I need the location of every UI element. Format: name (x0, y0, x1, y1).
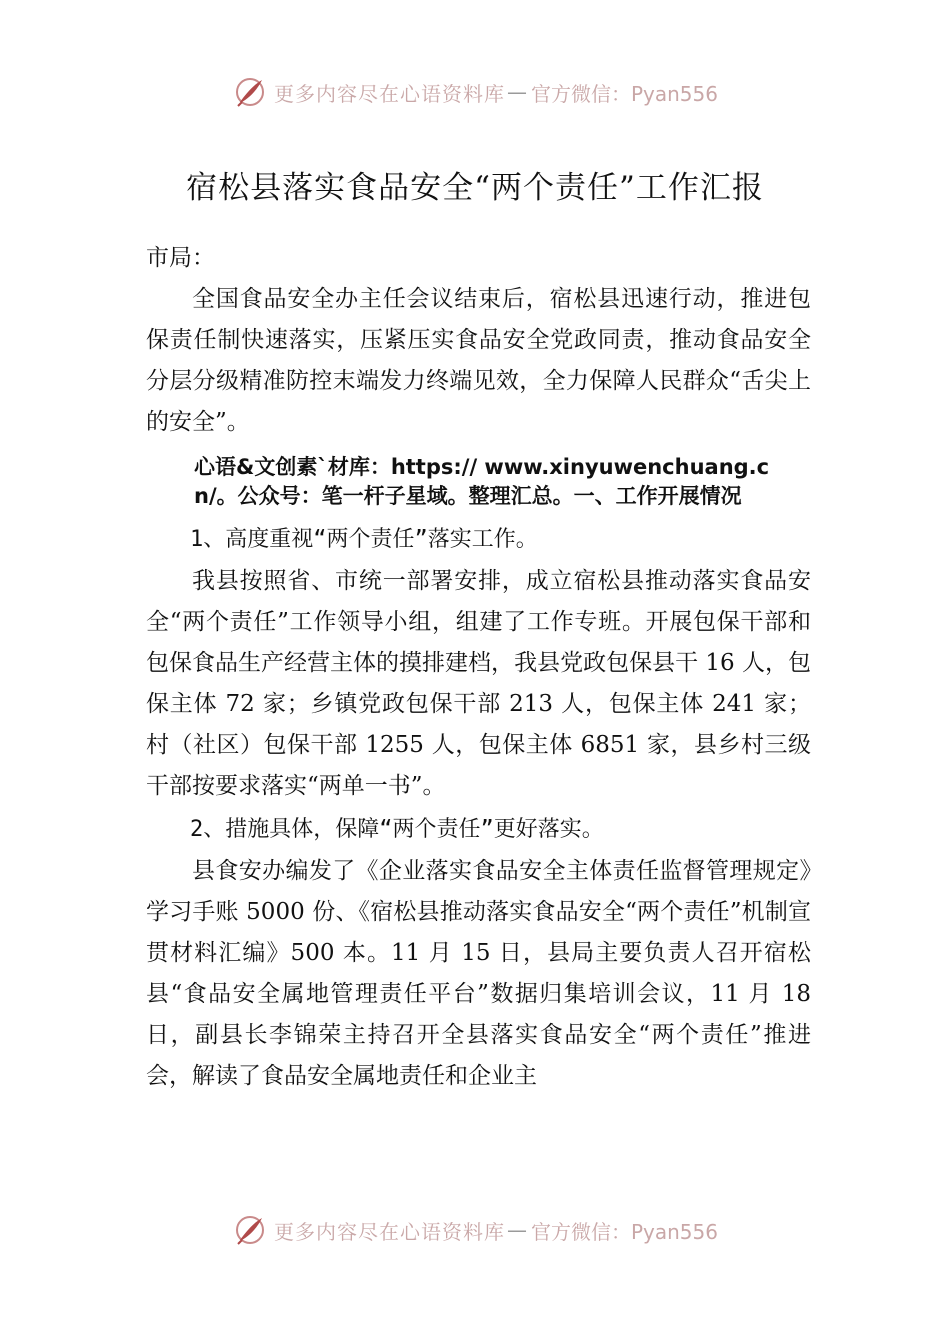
paragraph-1: 我县按照省、市统一部署安排，成立宿松县推动落实食品安全“两个责任”工作领导小组，组建了工作专班。开展包保干部和包保食品生产经营主体的摸排建档，我县党政包保县干 16 人，包保主体 72 家；乡镇党政包保干部 213 人，包保主体 241 家；村（社区）包保干部 1255 人，包保主体 6851 家，县乡村三级干部按要求落实“两单一书”。 (146, 568, 811, 799)
banner-text: 更多内容尽在心语资料库 (273, 81, 505, 106)
section-heading-2: 2、措施具体，保障“两个责任”更好落实。 (190, 817, 604, 842)
source-note: 心语&文创素`材库：https:// www.xinyuwenchuang.cn/。公众号：笔一杆子星域。整理汇总。一、工作开展情况 (194, 455, 770, 508)
paragraph-2: 县食安办编发了《企业落实食品安全主体责任监督管理规定》学习手账 5000 份、《宿松县推动落实食品安全“两个责任”机制宣贯材料汇编》500 本。11 月 15 日，县局主要负责人召开宿松县“食品安全属地管理责任平台”数据归集培训会议，11 月 18 日，副县长李锦荣主持召开全县落实食品安全“两个责任”推进会，解读了食品安全属地责任和企业主 (146, 858, 811, 1089)
quill-pen-icon (232, 1212, 268, 1248)
banner-dash: — (506, 1218, 527, 1242)
quill-pen-icon (232, 74, 268, 110)
banner-text: 更多内容尽在心语资料库 (273, 1219, 505, 1244)
banner-wechat: 官方微信：Pyan556 (530, 1219, 718, 1244)
footer-watermark-banner (0, 1210, 950, 1250)
intro-paragraph: 全国食品安全办主任会议结束后，宿松县迅速行动，推进包保责任制快速落实，压紧压实食品安全党政同责，推动食品安全分层分级精准防控末端发力终端见效，全力保障人民群众“舌尖上的安全”。 (146, 286, 811, 435)
section-heading-1: 1、高度重视“两个责任”落实工作。 (190, 527, 538, 552)
document-title: 宿松县落实食品安全“两个责任”工作汇报 (186, 170, 764, 206)
header-watermark-banner (0, 72, 950, 112)
banner-dash: — (506, 80, 527, 104)
banner-wechat: 官方微信：Pyan556 (530, 81, 718, 106)
document-body (146, 238, 811, 1097)
salutation: 市局： (146, 245, 215, 271)
